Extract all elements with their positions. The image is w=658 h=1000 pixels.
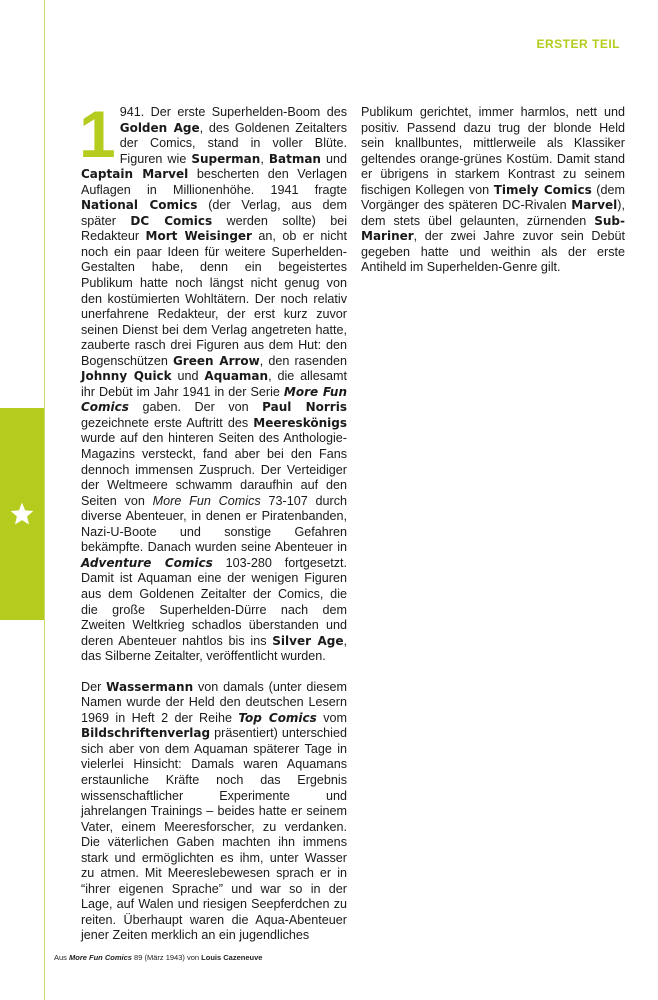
article-column-left <box>79 97 348 944</box>
caption-title: More Fun Comics <box>69 953 132 962</box>
paragraph-1-text: 941. Der erste Superhelden-Boom des Golden Age, des Goldenen Zeitalters der Comics, stand in voller Blüte. Figuren wie Superman, Batman und Captain Marvel bescherten den Verlagen Auflagen in Millionenhöhe. 1941 fragte National Comics (der Verlag, aus dem später DC Comics werden sollte) bei Redakteur Mort Weisinger an, ob er nicht noch ein paar Ideen für weitere Superhelden-Gestalten habe, denn ein begeistertes Publikum hatte noch längst nicht genug von den kostümierten Wohltätern. Der noch relativ unerfahrene Redakteur, der erst kurz zuvor seinen Dienst bei dem Verlag angetreten hatte, zauberte rasch drei Figuren aus dem Hut: den Bogenschützen Green Arrow, den rasenden Johnny Quick und Aquaman, die allesamt ihr Debüt im Jahr 1941 in der Serie More Fun Comics gaben. Der von Paul Norris gezeichnete erste Auftritt des Meereskönigs wurde auf den hinteren Seiten des Anthologie-Magazins versteckt, fand aber bei den Fans dennoch immensen Zuspruch. Der Verteidiger der Weltmeere schwamm daraufhin auf den Seiten von More Fun Comics 73-107 durch diverse Abenteuer, in denen er Piratenbanden, Nazi-U-Boote und sonstige Gefahren bekämpfte. Danach wurden seine Abenteuer in Adventure Comics 103-280 fortgesetzt. Damit ist Aquaman eine der wenigen Figuren aus dem Goldenen Zeitalter der Comics, die die große Superhelden-Dürre nach dem Zweiten Weltkrieg schadlos überstanden und deren Abenteuer nahtlos bis ins Silver Age, das Silberne Zeitalter, veröffentlicht wurden. <box>81 105 348 664</box>
paragraph-2: Der Wassermann von damals (unter diesem Namen wurde der Held den deutschen Lesern 1969 in Heft 2 der Reihe Top Comics vom Bildschriftenverlag präsentiert) unterschied sich aber von dem Aquaman späterer Tage in vielerlei Hinsicht: Damals waren Aquamans erstaunliche Kräfte noch das Ergebnis wissenschaftlicher Experimente und jahrelangen Trainings – beides hatte er seinem Vater, einem Meeresforscher, zu verdanken. Die väterlichen Gaben machten ihn immens stark und ermöglichten es ihm, unter Wasser zu atmen. Mit Meereslebewesen sprach er in “ihrer eigenen Sprache” und war so in der Lage, auf Walen und riesigen Seepferdchen zu reiten. Überhaupt waren die Aqua-Abenteuer jener Zeiten merklich an ein jugendliches <box>81 679 347 943</box>
side-tab <box>0 408 44 620</box>
article-column-right <box>361 105 625 276</box>
section-label: ERSTER TEIL <box>536 37 620 51</box>
star-icon <box>9 501 35 527</box>
caption-artist: Louis Cazeneuve <box>201 953 263 962</box>
caption-prefix: Aus <box>54 953 70 962</box>
image-caption <box>54 953 262 962</box>
drop-cap: 1 <box>79 97 116 171</box>
caption-middle: 89 (März 1943) von <box>131 953 202 962</box>
paragraph-3: Publikum gerichtet, immer harmlos, nett und positiv. Passend dazu trug der blonde Held sein knallbuntes, mittlerweile als Klassiker geltendes orange-grünes Kostüm. Damit stand er übrigens in starkem Kontrast zu seinem fischigen Kollegen von Timely Comics (dem Vorgänger des späteren DC-Rivalen Marvel), dem stets übel gelaunten, zürnenden Sub-Mariner, der zwei Jahre zuvor sein Debüt gegeben hatte und weithin als der erste Antiheld im Superhelden-Genre gilt. <box>361 105 625 275</box>
paragraph-1 <box>79 97 348 665</box>
margin-rule <box>44 0 45 1000</box>
